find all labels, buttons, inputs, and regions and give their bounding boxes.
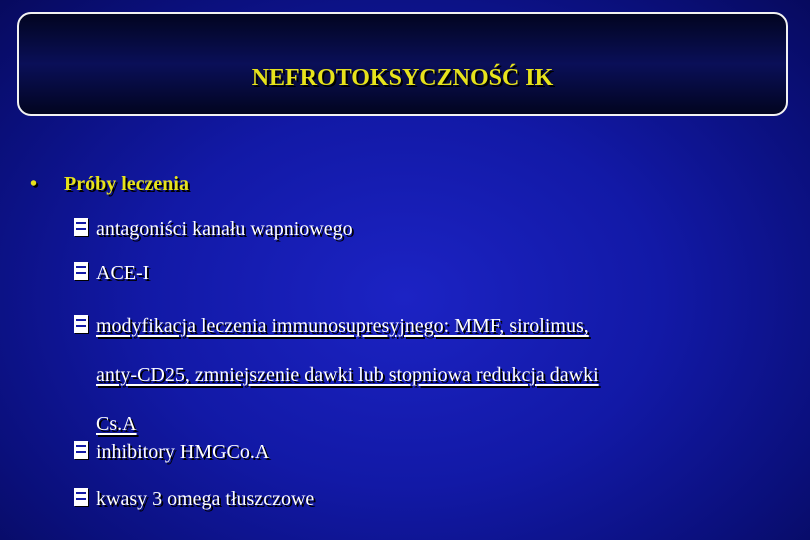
sub-bullet-hmgcoa-inhibitors (74, 438, 794, 466)
main-bullet (30, 170, 189, 198)
main-bullet-text: Próby leczenia (64, 173, 189, 195)
sub-bullet-continuation: anty-CD25, zmniejszenie dawki lub stopniowa redukcja dawki (96, 364, 599, 386)
sub-bullet-calcium-antagonists (74, 215, 794, 243)
stacked-bars-icon (74, 315, 88, 333)
bullet-icon: • (30, 173, 38, 195)
stacked-bars-icon (74, 218, 88, 236)
sub-bullet-text: modyfikacja leczenia immunosupresyjnego: MMF, sirolimus, (96, 315, 589, 337)
sub-bullet-text: antagoniści kanału wapniowego (96, 218, 353, 240)
sub-bullet-immunosuppression-modification (74, 312, 794, 438)
sub-bullet-continuation: Cs.A (96, 413, 137, 435)
slide-title: NEFROTOKSYCZNOŚĆ IK (251, 65, 554, 91)
sub-bullet-text: kwasy 3 omega tłuszczowe (96, 488, 315, 510)
stacked-bars-icon (74, 488, 88, 506)
sub-bullet-text: ACE-I (96, 262, 150, 284)
sub-bullet-omega3 (74, 485, 794, 513)
stacked-bars-icon (74, 262, 88, 280)
sub-bullet-ace-i (74, 259, 794, 287)
sub-bullet-text: inhibitory HMGCo.A (96, 441, 270, 463)
stacked-bars-icon (74, 441, 88, 459)
